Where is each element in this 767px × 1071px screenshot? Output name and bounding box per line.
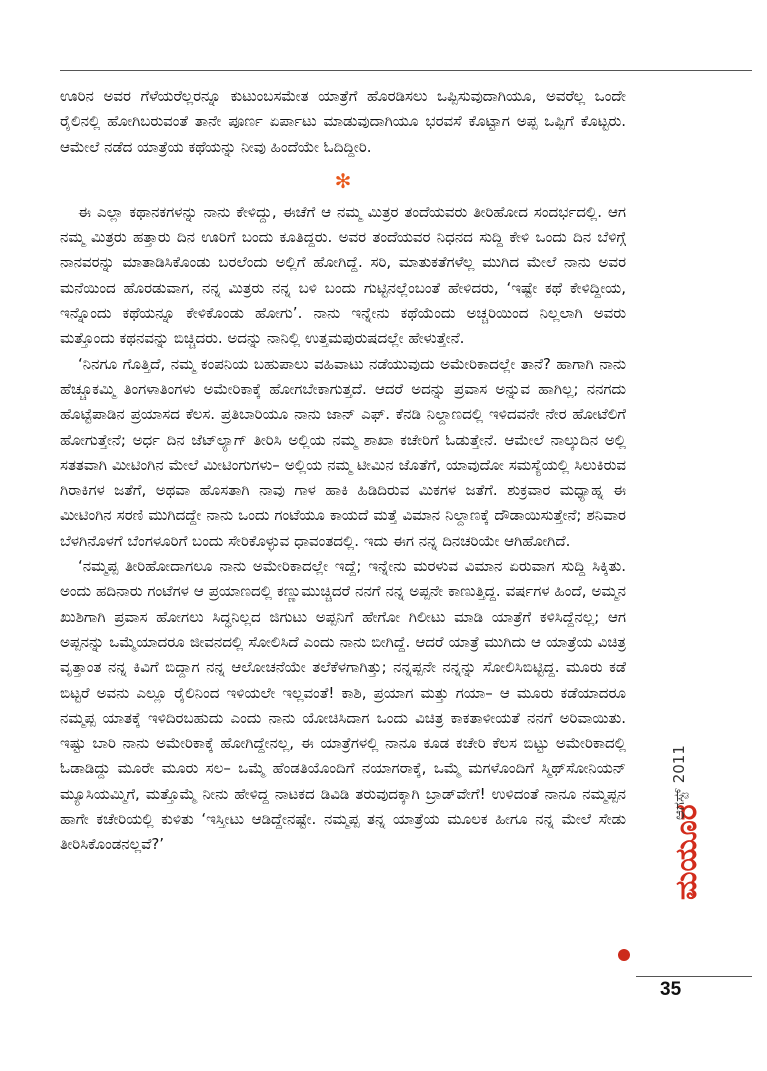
article-body	[60, 84, 626, 858]
section-divider-asterisk: ✻	[334, 168, 352, 193]
page-number: 35	[660, 979, 682, 1000]
paragraph-4: ‘ನಮ್ಮಪ್ಪ ತೀರಿಹೋದಾಗಲೂ ನಾನು ಅಮೇರಿಕಾದಲ್ಲೇ ಇದ್ದೆ; ಇನ್ನೇನು ಮರಳುವ ವಿಮಾನ ಏರುವಾಗ ಸುದ್ದಿ ಸಿಕ್ಕಿತು. ಅಂದು ಹದಿನಾರು ಗಂಟೆಗಳ ಆ ಪ್ರಯಾಣದಲ್ಲಿ ಕಣ್ಣುಮುಚ್ಚಿದರೆ ನನಗೆ ನನ್ನ ಅಪ್ಪನೇ ಕಾಣುತ್ತಿದ್ದ. ವರ್ಷಗಳ ಹಿಂದೆ, ಅಮ್ಮನ ಖುಶಿಗಾಗಿ ಪ್ರವಾಸ ಹೋಗಲು ಸಿದ್ಧನಿಲ್ಲದ ಜಿಗುಟು ಅಪ್ಪನಿಗೆ ಹೇಗೋ ಗಿಲೀಟು ಮಾಡಿ ಯಾತ್ರೆಗೆ ಕಳಿಸಿದ್ದೆನಲ್ಲ; ಆಗ ಅಪ್ಪನನ್ನು ಒಮ್ಮೆಯಾದರೂ ಜೀವನದಲ್ಲಿ ಸೋಲಿಸಿದೆ ಎಂದು ನಾನು ಬೀಗಿದ್ದೆ. ಆದರೆ ಯಾತ್ರೆ ಮುಗಿದು ಆ ಯಾತ್ರೆಯ ವಿಚಿತ್ರ ವೃತ್ತಾಂತ ನನ್ನ ಕಿವಿಗೆ ಬಿದ್ದಾಗ ನನ್ನ ಆಲೋಚನೆಯೇ ತಲೆಕೆಳಗಾಗಿತ್ತು; ನನ್ನಪ್ಪನೇ ನನ್ನನ್ನು ಸೋಲಿಸಿಬಿಟ್ಟಿದ್ದ. ಮೂರು ಕಡೆ ಬಿಟ್ಟರೆ ಅವನು ಎಲ್ಲೂ ರೈಲಿನಿಂದ ಇಳಿಯಲೇ ಇಲ್ಲವಂತೆ! ಕಾಶಿ, ಪ್ರಯಾಗ ಮತ್ತು ಗಯಾ– ಆ ಮೂರು ಕಡೆಯಾದರೂ ನಮ್ಮಪ್ಪ ಯಾತಕ್ಕೆ ಇಳಿದಿರಬಹುದು ಎಂದು ನಾನು ಯೋಚಿಸಿದಾಗ ಒಂದು ವಿಚಿತ್ರ ಕಾಕತಾಳೀಯತೆ ನನಗೆ ಅರಿವಾಯಿತು. ಇಷ್ಟು ಬಾರಿ ನಾನು ಅಮೇರಿಕಾಕ್ಕೆ ಹೋಗಿದ್ದೇನಲ್ಲ, ಈ ಯಾತ್ರೆಗಳಲ್ಲಿ ನಾನೂ ಕೂಡ ಕಚೇರಿ ಕೆಲಸ ಬಿಟ್ಟು ಅಮೇರಿಕಾದಲ್ಲಿ ಓಡಾಡಿದ್ದು ಮೂರೇ ಮೂರು ಸಲ– ಒಮ್ಮೆ ಹೆಂಡತಿಯೊಂದಿಗೆ ನಯಾಗರಾಕ್ಕೆ, ಒಮ್ಮೆ ಮಗಳೊಂದಿಗೆ ಸ್ಮಿಥ್‌ಸೋನಿಯನ್ ಮ್ಯೂಸಿಯಮ್ಮಿಗೆ, ಮತ್ತೊಮ್ಮೆ ನೀನು ಹೇಳಿದ್ದ ನಾಟಕದ ಡಿವಿಡಿ ತರುವುದಕ್ಕಾಗಿ ಬ್ರಾಡ್‌ವೇಗೆ! ಉಳಿದಂತೆ ನಾನೂ ನಮ್ಮಪ್ಪನ ಹಾಗೇ ಕಚೇರಿಯಲ್ಲಿ ಕುಳಿತು ‘ಇಸ್ತೀಟು ಆಡಿದ್ದೇನಷ್ಟೇ. ನಮ್ಮಪ್ಪ ತನ್ನ ಯಾತ್ರೆಯ ಮೂಲಕ ಹೀಗೂ ನನ್ನ ಮೇಲೆ ಸೇಡು ತೀರಿಸಿಕೊಂಡನಲ್ಲವೆ?’	[60, 557, 626, 854]
magazine-logo: ಮಯೂರ	[669, 804, 704, 900]
footer-rule	[636, 976, 752, 977]
paragraph-1: ಊರಿನ ಅವರ ಗೆಳೆಯರೆಲ್ಲರನ್ನೂ ಕುಟುಂಬಸಮೇತ ಯಾತ್ರೆಗೆ ಹೊರಡಿಸಲು ಒಪ್ಪಿಸುವುದಾಗಿಯೂ, ಅವರೆಲ್ಲ ಒಂದೇ ರೈಲಿನಲ್ಲಿ ಹೋಗಿಬರುವಂತೆ ತಾನೇ ಪೂರ್ಣ ಏರ್ಪಾಟು ಮಾಡುವುದಾಗಿಯೂ ಭರವಸೆ ಕೊಟ್ಟಾಗ ಅಪ್ಪ ಒಪ್ಪಿಗೆ ಕೊಟ್ಟರು. ಆಮೇಲೆ ನಡೆದ ಯಾತ್ರೆಯ ಕಥೆಯನ್ನು ನೀವು ಹಿಂದೆಯೇ ಓದಿದ್ದೀರಿ.	[60, 87, 626, 156]
paragraph-2: ಈ ಎಲ್ಲಾ ಕಥಾನಕಗಳನ್ನು ನಾನು ಕೇಳಿದ್ದು, ಈಚೆಗೆ ಆ ನಮ್ಮ ಮಿತ್ರರ ತಂದೆಯವರು ತೀರಿಹೋದ ಸಂದರ್ಭದಲ್ಲಿ. ಆಗ ನಮ್ಮ ಮಿತ್ರರು ಹತ್ತಾರು ದಿನ ಊರಿಗೆ ಬಂದು ಕೂತಿದ್ದರು. ಅವರ ತಂದೆಯವರ ನಿಧನದ ಸುದ್ದಿ ಕೇಳಿ ಒಂದು ದಿನ ಬೆಳಿಗ್ಗೆ ನಾನವರನ್ನು ಮಾತಾಡಿಸಿಕೊಂಡು ಬರಲೆಂದು ಅಲ್ಲಿಗೆ ಹೋಗಿದ್ದೆ. ಸರಿ, ಮಾತುಕತೆಗಳೆಲ್ಲ ಮುಗಿದ ಮೇಲೆ ನಾನು ಅವರ ಮನೆಯಿಂದ ಹೊರಡುವಾಗ, ನನ್ನ ಮಿತ್ರರು ನನ್ನ ಬಳಿ ಬಂದು ಗುಟ್ಟಿನಲ್ಲೆಂಬಂತೆ ಹೇಳಿದರು, ‘ಇಷ್ಟೇ ಕಥೆ ಕೇಳಿದ್ದೀಯ, ಇನ್ನೊಂದು ಕಥೆಯನ್ನೂ ಕೇಳಿಕೊಂಡು ಹೋಗು’. ನಾನು ಇನ್ನೇನು ಕಥೆಯೆಂದು ಅಚ್ಚರಿಯಿಂದ ನಿಲ್ಲಲಾಗಿ ಅವರು ಮತ್ತೊಂದು ಕಥನವನ್ನು ಬಿಚ್ಚಿದರು. ಅದನ್ನು ನಾನಿಲ್ಲಿ ಉತ್ತಮಪುರುಷದಲ್ಲೇ ಹೇಳುತ್ತೇನೆ.	[60, 202, 626, 348]
issue-date: ಆಗಸ್ಟ್ 2011	[670, 745, 688, 820]
top-rule	[60, 70, 752, 71]
red-dot-ornament	[618, 949, 630, 961]
paragraph-3: ‘ನಿನಗೂ ಗೊತ್ತಿದೆ, ನಮ್ಮ ಕಂಪನಿಯ ಬಹುಪಾಲು ವಹಿವಾಟು ನಡೆಯುವುದು ಅಮೇರಿಕಾದಲ್ಲೇ ತಾನೆ? ಹಾಗಾಗಿ ನಾನು ಹೆಚ್ಚೂಕಮ್ಮಿ ತಿಂಗಳಾತಿಂಗಳು ಅಮೇರಿಕಾಕ್ಕೆ ಹೋಗಬೇಕಾಗುತ್ತದೆ. ಆದರೆ ಅದನ್ನು ಪ್ರವಾಸ ಅನ್ನುವ ಹಾಗಿಲ್ಲ; ನನಗದು ಹೊಟ್ಟೆಪಾಡಿನ ಪ್ರಯಾಸದ ಕೆಲಸ. ಪ್ರತಿಬಾರಿಯೂ ನಾನು ಜಾನ್ ಎಫ್. ಕೆನಡಿ ನಿಲ್ದಾಣದಲ್ಲಿ ಇಳಿದವನೇ ನೇರ ಹೋಟೆಲಿಗೆ ಹೋಗುತ್ತೇನೆ; ಅರ್ಧ ದಿನ ಜೆಟ್‌ಲ್ಯಾಗ್ ತೀರಿಸಿ ಅಲ್ಲಿಯ ನಮ್ಮ ಶಾಖಾ ಕಚೇರಿಗೆ ಓಡುತ್ತೇನೆ. ಆಮೇಲೆ ನಾಲ್ಕುದಿನ ಅಲ್ಲಿ ಸತತವಾಗಿ ಮೀಟಿಂಗಿನ ಮೇಲೆ ಮೀಟಿಂಗುಗಳು– ಅಲ್ಲಿಯ ನಮ್ಮ ಟೀಮಿನ ಜೊತೆಗೆ, ಯಾವುದೋ ಸಮಸ್ಯೆಯಲ್ಲಿ ಸಿಲುಕಿರುವ ಗಿರಾಕಿಗಳ ಜತೆಗೆ, ಅಥವಾ ಹೊಸತಾಗಿ ನಾವು ಗಾಳ ಹಾಕಿ ಹಿಡಿದಿರುವ ಮಿಕಗಳ ಜತೆಗೆ. ಶುಕ್ರವಾರ ಮಧ್ಯಾಹ್ನ ಈ ಮೀಟಿಂಗಿನ ಸರಣಿ ಮುಗಿದದ್ದೇ ನಾನು ಒಂದು ಗಂಟೆಯೂ ಕಾಯದೆ ಮತ್ತೆ ವಿಮಾನ ನಿಲ್ದಾಣಕ್ಕೆ ದೌಡಾಯಿಸುತ್ತೇನೆ; ಶನಿವಾರ ಬೆಳಗಿನೊಳಗೆ ಬೆಂಗಳೂರಿಗೆ ಬಂದು ಸೇರಿಕೊಳ್ಳುವ ಧಾವಂತದಲ್ಲಿ. ಇದು ಈಗ ನನ್ನ ದಿನಚರಿಯೇ ಆಗಿಹೋಗಿದೆ.	[60, 354, 626, 550]
